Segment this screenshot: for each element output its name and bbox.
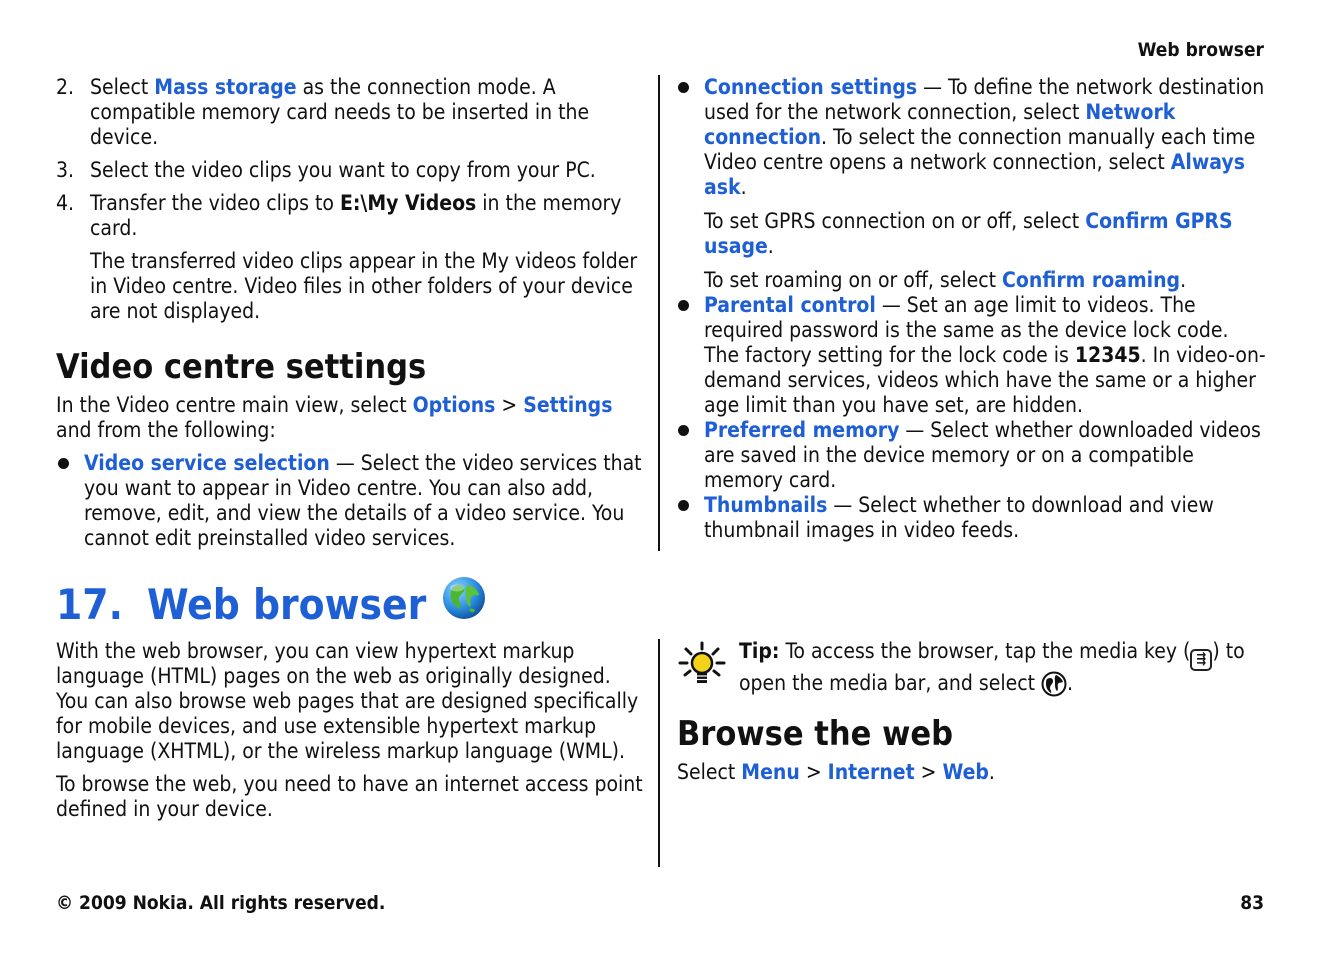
path-text: Select (677, 760, 742, 784)
path-separator: > (914, 760, 943, 784)
bullet-description: — Select whether downloaded videos are saved in the device memory or on a compatible memory card. (704, 418, 1261, 492)
path-separator: > (799, 760, 828, 784)
bottom-left-column (56, 639, 648, 822)
settings-link[interactable]: Settings (523, 393, 613, 417)
intro-text: and from the following: (56, 418, 276, 442)
list-item (56, 75, 646, 150)
list-item (56, 451, 646, 551)
step-note: The transferred video clips appear in the My videos folder in Video centre. Video files in other folders of your device are not displayed. (90, 249, 638, 323)
chapter-title-text: Web browser (146, 579, 427, 629)
lock-code: 12345 (1074, 343, 1141, 367)
step-number: 4. (56, 191, 75, 215)
folder-path: E:\My Videos (339, 191, 477, 215)
globe-outline-icon (1041, 671, 1067, 703)
path-text: . (988, 760, 995, 784)
roaming-note (704, 268, 1266, 293)
running-header: Web browser (1137, 39, 1264, 61)
parental-control-link[interactable]: Parental control (704, 293, 876, 317)
video-settings-list-continued (676, 75, 1266, 543)
internet-link[interactable]: Internet (827, 760, 915, 784)
web-link[interactable]: Web (942, 760, 989, 784)
section-heading-browse-the-web: Browse the web (677, 714, 953, 754)
access-point-paragraph: To browse the web, you need to have an internet access point defined in your device. (56, 772, 643, 821)
intro-paragraph: With the web browser, you can view hypertext markup language (HTML) pages on the web as originally designed. You can also browse web pages that are designed specifically for mobile devices, and use extensible hypertext markup language (XHTML), or the wireless markup language (WML). (56, 639, 639, 763)
tip-text (739, 639, 1267, 703)
confirm-gprs-usage-link[interactable]: Confirm GPRS usage (704, 209, 1233, 258)
lightbulb-icon (677, 641, 727, 695)
options-link[interactable]: Options (412, 393, 496, 417)
list-item (56, 191, 646, 324)
footer-copyright: © 2009 Nokia. All rights reserved. (56, 892, 386, 914)
step-text: in the memory card. (90, 191, 622, 240)
bullet-description: — Select the video services that you want to appear in Video centre. You can also add, remove, edit, and view the details of a video service. You cannot edit preinstalled video services. (84, 451, 642, 550)
step-number: 3. (56, 158, 75, 182)
chapter-title (56, 576, 486, 633)
confirm-roaming-link[interactable]: Confirm roaming (1002, 268, 1181, 292)
menu-link[interactable]: Menu (741, 760, 800, 784)
bullet-description: . To select the connection manually each time Video centre opens a network connection, select (704, 125, 1256, 174)
list-item (676, 293, 1266, 418)
video-settings-list (56, 451, 646, 551)
mass-storage-link[interactable]: Mass storage (154, 75, 297, 99)
bullet-description: . In video-on-demand services, videos which have the same or a higher age limit than you have set, are hidden. (704, 343, 1266, 417)
steps-list (56, 75, 646, 324)
gprs-note (704, 209, 1266, 259)
list-item (676, 75, 1266, 293)
step-text: Select the video clips you want to copy from your PC. (90, 158, 596, 182)
bullet-description: — Select whether to download and view thumbnail images in video feeds. (704, 493, 1214, 542)
chapter-number: 17. (56, 579, 123, 629)
media-key-icon: ⇶ (1190, 649, 1212, 671)
bullet-description: — To define the network destination used for the network connection, select (704, 75, 1265, 124)
always-ask-link[interactable]: Always ask (704, 150, 1245, 199)
video-centre-intro (56, 393, 646, 443)
section-heading-video-centre-settings: Video centre settings (56, 347, 427, 387)
top-left-column (56, 75, 646, 332)
globe-icon (442, 576, 486, 633)
note-text: To set GPRS connection on or off, select (704, 209, 1086, 233)
intro-text: In the Video centre main view, select (56, 393, 413, 417)
step-number: 2. (56, 75, 75, 99)
preferred-memory-link[interactable]: Preferred memory (704, 418, 900, 442)
path-separator: > (495, 393, 524, 417)
connection-settings-link[interactable]: Connection settings (704, 75, 918, 99)
tip-body: . (1067, 671, 1074, 695)
video-service-selection-link[interactable]: Video service selection (84, 451, 330, 475)
network-connection-link[interactable]: Network connection (704, 100, 1176, 149)
step-text: Select (90, 75, 155, 99)
thumbnails-link[interactable]: Thumbnails (704, 493, 828, 517)
browse-path (677, 760, 995, 785)
column-divider (658, 639, 660, 867)
list-item (56, 158, 646, 183)
tip-box (677, 639, 1267, 703)
page-number: 83 (1240, 892, 1264, 914)
step-text: as the connection mode. A compatible memory card needs to be inserted in the device. (90, 75, 590, 149)
tip-body: ) to open the media bar, and select (739, 639, 1245, 695)
column-divider (658, 75, 660, 551)
step-text: Transfer the video clips to (90, 191, 340, 215)
tip-label: Tip: (739, 639, 780, 663)
note-text: To set roaming on or off, select (704, 268, 1003, 292)
list-item (676, 418, 1266, 493)
top-right-column (676, 75, 1266, 543)
note-text: . (767, 234, 774, 258)
tip-body: To access the browser, tap the media key ( (779, 639, 1191, 663)
bullet-description: . (740, 175, 747, 199)
note-text: . (1180, 268, 1187, 292)
list-item (676, 493, 1266, 543)
bullet-description: — Set an age limit to videos. The required password is the same as the device lock code. The factory setting for the lock code is (704, 293, 1229, 367)
